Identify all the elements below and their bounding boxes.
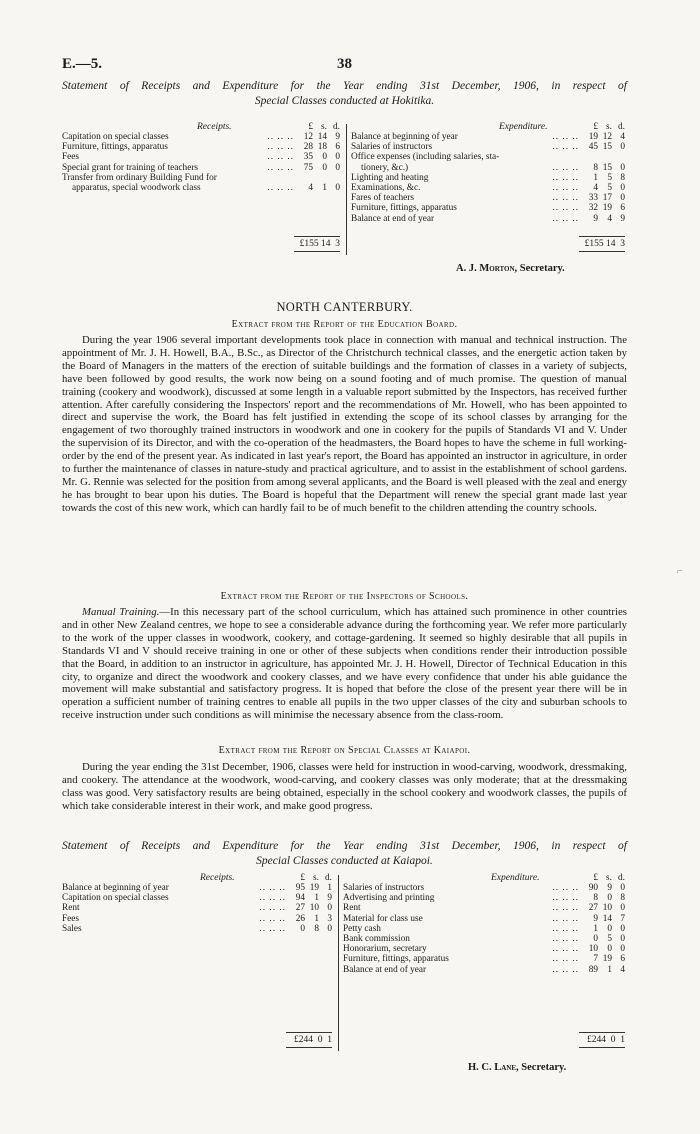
currency-unit-shillings: s. bbox=[606, 122, 612, 132]
amount-pounds: 9 bbox=[593, 213, 598, 224]
leader-dots: .. .. .. bbox=[267, 132, 294, 142]
amount-pence: 0 bbox=[620, 162, 625, 173]
amount-pounds: 35 bbox=[303, 152, 313, 163]
ledger-row-label: Capitation on special classes bbox=[62, 893, 169, 904]
ledger-row-label: Rent bbox=[343, 903, 361, 914]
amount-pence: 6 bbox=[335, 142, 340, 153]
currency-unit-shillings: s. bbox=[606, 873, 612, 883]
kaiapoi-secretary-signature bbox=[468, 1062, 566, 1073]
amount-pounds: 4 bbox=[593, 182, 598, 193]
kaiapoi-column-divider bbox=[338, 875, 339, 1051]
education-board-extract-heading: Extract from the Report of the Education Board. bbox=[231, 319, 458, 330]
amount-pounds: 12 bbox=[303, 132, 313, 142]
ledger-row bbox=[343, 965, 627, 975]
kaiapoi-receipts-total-rule-top bbox=[286, 1032, 332, 1033]
currency-unit-pence: d. bbox=[618, 122, 625, 132]
ledger-row-label: Capitation on special classes bbox=[62, 132, 169, 142]
ledger-row-label: Fees bbox=[62, 913, 80, 924]
amount-pence: 0 bbox=[335, 182, 340, 193]
kaiapoi-receipts-column bbox=[62, 873, 334, 1053]
amount-pounds: 33 bbox=[588, 193, 598, 204]
ledger-row-label: Petty cash bbox=[343, 923, 381, 934]
ledger-row bbox=[351, 183, 627, 193]
ledger-row bbox=[62, 183, 342, 193]
amount-pounds: 26 bbox=[295, 913, 305, 924]
ledger-row bbox=[62, 152, 342, 162]
ledger-row-label: Balance at beginning of year bbox=[62, 883, 169, 893]
ledger-row bbox=[343, 883, 627, 893]
currency-unit-pounds: £ bbox=[593, 873, 598, 883]
amount-shillings: 19 bbox=[309, 883, 319, 893]
leader-dots: .. .. .. bbox=[552, 162, 579, 173]
kaiapoi-expenditure-heading: Expenditure. bbox=[491, 873, 540, 883]
ledger-row bbox=[343, 903, 627, 913]
amount-pence: 9 bbox=[327, 893, 332, 904]
amount-shillings: 8 bbox=[314, 923, 319, 934]
hokitika-secretary-title: , Secretary. bbox=[514, 263, 565, 274]
amount-shillings: 14 bbox=[602, 913, 612, 924]
amount-shillings: 1 bbox=[607, 964, 612, 975]
ledger-row-label: Transfer from ordinary Building Fund for bbox=[62, 172, 217, 183]
ledger-row bbox=[351, 173, 627, 183]
amount-shillings: 0 bbox=[607, 923, 612, 934]
amount-shillings: 19 bbox=[602, 954, 612, 965]
hokitika-secretary-name: A. J. Morton bbox=[456, 263, 515, 274]
hokitika-receipts-total-rule-bottom bbox=[294, 251, 340, 252]
hokitika-receipts-total: £155 14 3 bbox=[299, 239, 340, 249]
kaiapoi-account-table bbox=[62, 873, 627, 1053]
amount-shillings: 0 bbox=[607, 944, 612, 955]
hokitika-receipts-total-rule-top bbox=[294, 236, 340, 237]
amount-shillings: 10 bbox=[309, 903, 319, 914]
hokitika-receipts-rows bbox=[62, 132, 342, 193]
amount-pounds: 1 bbox=[593, 172, 598, 183]
ledger-row bbox=[351, 203, 627, 213]
ledger-row bbox=[62, 132, 342, 142]
leader-dots: .. .. .. bbox=[259, 883, 286, 893]
leader-dots: .. .. .. bbox=[267, 162, 294, 173]
hokitika-expenditure-rows bbox=[351, 132, 627, 224]
inspectors-extract-heading: Extract from the Report of the Inspectors of Schools. bbox=[220, 591, 469, 602]
ledger-row-label: apparatus, special woodwork class bbox=[72, 182, 201, 193]
ledger-row bbox=[62, 163, 342, 173]
hokitika-expenditure-column bbox=[351, 122, 627, 272]
inspectors-extract-text: —In this necessary part of the school curriculum, which has attained such prominence in other countries and in other New Zealand centres, we hope to see a considerable advance during the forthcoming year. We refer more particularly to the work of the upper classes in woodwork, cookery, and cottage-gardening. It seemed so highly desirable that all pupils in Standards VI and V should receive training in one or other of these subjects when conditions render their introduction possible that the Board, in addition to an instructor in agriculture, has appointed Mr. J. H. Howell, Director of Technical Education in this city, to organize and direct the woodwork and cookery classes, and we have every confidence that under his able guidance the movement will make substantial and satisfactory progress. It is hoped that before the close of the present year there will be in operation a sufficient number of training centres to enable all pupils in the two upper classes of the city and suburban schools to receive instruction under such conditions as will minimise the necessary absence from the class-room. bbox=[62, 606, 627, 722]
kaiapoi-title-line2: Special Classes conducted at Kaiapoi. bbox=[256, 855, 433, 867]
page-number: 38 bbox=[337, 56, 352, 72]
kaiapoi-statement-title bbox=[62, 839, 627, 869]
amount-shillings: 10 bbox=[602, 903, 612, 914]
leader-dots: .. .. .. bbox=[552, 933, 579, 944]
amount-pence: 4 bbox=[620, 132, 625, 142]
leader-dots: .. .. .. bbox=[552, 903, 579, 914]
leader-dots: .. .. .. bbox=[259, 923, 286, 934]
amount-pounds: 28 bbox=[303, 142, 313, 153]
ledger-row bbox=[351, 152, 627, 162]
hokitika-secretary-signature bbox=[456, 263, 565, 274]
ledger-row-label: Bank commission bbox=[343, 933, 410, 944]
leader-dots: .. .. .. bbox=[552, 213, 579, 224]
ledger-row-label: Advertising and printing bbox=[343, 893, 435, 904]
leader-dots: .. .. .. bbox=[552, 193, 579, 204]
ledger-row-label: Fees bbox=[62, 152, 80, 163]
leader-dots: .. .. .. bbox=[552, 203, 579, 214]
amount-shillings: 1 bbox=[314, 913, 319, 924]
amount-pence: 9 bbox=[620, 213, 625, 224]
amount-pence: 0 bbox=[335, 162, 340, 173]
amount-shillings: 5 bbox=[607, 172, 612, 183]
ledger-row-label: Balance at end of year bbox=[343, 964, 427, 975]
amount-pounds: 94 bbox=[295, 893, 305, 904]
kaiapoi-receipts-heading: Receipts. bbox=[200, 873, 235, 883]
amount-shillings: 18 bbox=[317, 142, 327, 153]
amount-pounds: 32 bbox=[588, 203, 598, 214]
ledger-row bbox=[351, 142, 627, 152]
amount-pounds: 95 bbox=[295, 883, 305, 893]
currency-unit-pounds: £ bbox=[308, 122, 313, 132]
leader-dots: .. .. .. bbox=[552, 132, 579, 142]
amount-shillings: 14 bbox=[317, 132, 327, 142]
amount-shillings: 0 bbox=[322, 162, 327, 173]
amount-pence: 7 bbox=[620, 913, 625, 924]
ledger-row-label: Fares of teachers bbox=[351, 193, 414, 204]
hokitika-statement-title bbox=[62, 79, 627, 109]
hokitika-column-divider bbox=[346, 124, 347, 255]
hokitika-receipts-heading: Receipts. bbox=[197, 122, 232, 132]
leader-dots: .. .. .. bbox=[552, 182, 579, 193]
ledger-row-label: Balance at end of year bbox=[351, 213, 435, 224]
leader-dots: .. .. .. bbox=[552, 923, 579, 934]
leader-dots: .. .. .. bbox=[259, 893, 286, 904]
leader-dots: .. .. .. bbox=[267, 182, 294, 193]
amount-pence: 0 bbox=[620, 182, 625, 193]
currency-unit-shillings: s. bbox=[321, 122, 327, 132]
amount-shillings: 5 bbox=[607, 182, 612, 193]
leader-dots: .. .. .. bbox=[552, 913, 579, 924]
north-canterbury-heading: NORTH CANTERBURY. bbox=[276, 300, 413, 314]
ledger-row bbox=[343, 914, 627, 924]
education-board-extract-text: During the year 1906 several important developments took place in connection with manual and technical instruction. The appointment of Mr. J. H. Howell, B.A., B.Sc., as Director of the Christchurch technical classes, and the energetic action taken by the Board of Managers in the matters of the erection of suitable buildings and the formation of classes in a variety of subjects, have been followed by good results, the work now being on a sound footing and of much promise. The question of manual training (cookery and woodwork), discussed at some length in a valuable report submitted by the Inspectors, has received further attention. After carefully considering the Inspectors' report and the recommendations of Mr. Howell, who has been appointed to direct and supervise the work, the Board has felt justified in extending the scope of its school classes by arranging for the engagement of two thoroughly trained instructors in woodwork and one in cookery for the pupils of Standards VI and V. Under the supervision of its Director, and with the co-operation of the headmasters, the Board hopes to have the scheme in full working-order by the end of the present year. As indicated in last year's report, the Board has appointed an instructor in agriculture, in order to further the maintenance of classes in nature-study and practical agriculture, and to assist in the establishment of school gardens. Mr. G. Rennie was selected for the position from among several applicants, and the Board is well pleased with the zeal and energy he has brought to bear upon his duties. The Board is hopeful that the Department will renew the special grant made last year towards the cost of this new work, which can hardly fail to be of much benefit to the children attending the country schools. bbox=[62, 334, 627, 514]
manual-training-lead: Manual Training. bbox=[82, 606, 160, 618]
amount-pounds: 1 bbox=[593, 923, 598, 934]
leader-dots: .. .. .. bbox=[552, 944, 579, 955]
kaiapoi-extract-text: During the year ending the 31st December, 1906, classes were held for instruction in wood-carving, woodwork, dressmaking, and cookery. The attendance at the woodwork, wood-carving, and cookery classes was only moderate; that at the dressmaking class was good. Very satisfactory results are being obtained, especially in the school cookery and woodwork classes, the pupils of which take considerable interest in their work, and make good progress. bbox=[62, 761, 627, 812]
kaiapoi-expenditure-column bbox=[343, 873, 627, 1053]
leader-dots: .. .. .. bbox=[552, 172, 579, 183]
ledger-row-label: Balance at beginning of year bbox=[351, 132, 458, 142]
amount-shillings: 0 bbox=[322, 152, 327, 163]
ledger-row-label: Furniture, fittings, apparatus bbox=[351, 203, 457, 214]
amount-pence: 0 bbox=[620, 903, 625, 914]
kaiapoi-expenditure-rows bbox=[343, 883, 627, 975]
kaiapoi-expenditure-total-rule-bottom bbox=[579, 1047, 625, 1048]
leader-dots: .. .. .. bbox=[259, 903, 286, 914]
currency-unit-shillings: s. bbox=[313, 873, 319, 883]
margin-mark: ⌐ bbox=[677, 566, 683, 577]
amount-pence: 0 bbox=[327, 923, 332, 934]
ledger-row-label: Furniture, fittings, apparatus bbox=[343, 954, 449, 965]
currency-unit-pence: d. bbox=[325, 873, 332, 883]
ledger-row bbox=[351, 193, 627, 203]
currency-unit-pounds: £ bbox=[300, 873, 305, 883]
hokitika-expenditure-heading: Expenditure. bbox=[499, 122, 548, 132]
amount-pounds: 10 bbox=[588, 944, 598, 955]
amount-pounds: 9 bbox=[593, 913, 598, 924]
ledger-row bbox=[343, 924, 627, 934]
ledger-row bbox=[62, 914, 334, 924]
ledger-row-label: Salaries of instructors bbox=[343, 883, 425, 893]
kaiapoi-expenditure-total: £244 0 1 bbox=[587, 1035, 625, 1045]
amount-pounds: 45 bbox=[588, 142, 598, 153]
hokitika-account-table bbox=[62, 122, 627, 272]
leader-dots: .. .. .. bbox=[552, 964, 579, 975]
currency-unit-pence: d. bbox=[333, 122, 340, 132]
amount-pounds: 0 bbox=[593, 933, 598, 944]
hokitika-expenditure-total: £155 14 3 bbox=[584, 239, 625, 249]
amount-pence: 0 bbox=[620, 193, 625, 204]
leader-dots: .. .. .. bbox=[552, 893, 579, 904]
kaiapoi-expenditure-total-rule-top bbox=[579, 1032, 625, 1033]
currency-unit-pounds: £ bbox=[593, 122, 598, 132]
amount-shillings: 5 bbox=[607, 933, 612, 944]
leader-dots: .. .. .. bbox=[267, 142, 294, 153]
amount-pounds: 0 bbox=[300, 923, 305, 934]
ledger-row-label: Furniture, fittings, apparatus bbox=[62, 142, 168, 153]
inspectors-extract-paragraph bbox=[62, 606, 627, 722]
ledger-row bbox=[62, 883, 334, 893]
currency-unit-pence: d. bbox=[618, 873, 625, 883]
hokitika-title-line2: Special Classes conducted at Hokitika. bbox=[254, 95, 435, 107]
amount-pounds: 8 bbox=[593, 893, 598, 904]
amount-pence: 9 bbox=[335, 132, 340, 142]
amount-shillings: 9 bbox=[607, 883, 612, 893]
amount-pence: 6 bbox=[620, 203, 625, 214]
amount-shillings: 15 bbox=[602, 162, 612, 173]
amount-pounds: 89 bbox=[588, 964, 598, 975]
ledger-row bbox=[62, 924, 334, 934]
amount-pence: 4 bbox=[620, 964, 625, 975]
hokitika-receipts-column bbox=[62, 122, 342, 272]
amount-pence: 0 bbox=[620, 923, 625, 934]
kaiapoi-receipts-rows bbox=[62, 883, 334, 934]
amount-pounds: 75 bbox=[303, 162, 313, 173]
ledger-row bbox=[351, 214, 627, 224]
amount-shillings: 15 bbox=[602, 142, 612, 153]
ledger-row bbox=[343, 934, 627, 944]
ledger-row bbox=[343, 954, 627, 964]
ledger-row-label: Salaries of instructors bbox=[351, 142, 433, 153]
kaiapoi-secretary-name: H. C. Lane bbox=[468, 1062, 517, 1073]
page-reference: E.—5. bbox=[62, 56, 103, 72]
leader-dots: .. .. .. bbox=[267, 152, 294, 163]
amount-pence: 6 bbox=[620, 954, 625, 965]
amount-shillings: 12 bbox=[602, 132, 612, 142]
amount-shillings: 1 bbox=[314, 893, 319, 904]
amount-pence: 8 bbox=[620, 172, 625, 183]
ledger-row bbox=[351, 132, 627, 142]
amount-pounds: 7 bbox=[593, 954, 598, 965]
amount-shillings: 0 bbox=[607, 893, 612, 904]
amount-pence: 1 bbox=[327, 883, 332, 893]
amount-pence: 0 bbox=[620, 883, 625, 893]
amount-pence: 3 bbox=[327, 913, 332, 924]
hokitika-expenditure-total-rule-top bbox=[579, 236, 625, 237]
amount-pounds: 8 bbox=[593, 162, 598, 173]
kaiapoi-secretary-title: , Secretary. bbox=[516, 1062, 567, 1073]
ledger-row-label: Lighting and heating bbox=[351, 172, 429, 183]
ledger-row-label: Honorarium, secretary bbox=[343, 944, 427, 955]
amount-pence: 8 bbox=[620, 893, 625, 904]
amount-shillings: 17 bbox=[602, 193, 612, 204]
ledger-row bbox=[343, 893, 627, 903]
leader-dots: .. .. .. bbox=[552, 142, 579, 153]
ledger-row-label: Material for class use bbox=[343, 913, 423, 924]
kaiapoi-receipts-total-rule-bottom bbox=[286, 1047, 332, 1048]
amount-pounds: 27 bbox=[295, 903, 305, 914]
ledger-row bbox=[62, 903, 334, 913]
hokitika-title-line1: Statement of Receipts and Expenditure for the Year ending 31st December, 1906, in respect of bbox=[62, 80, 627, 92]
leader-dots: .. .. .. bbox=[259, 913, 286, 924]
amount-pounds: 90 bbox=[588, 883, 598, 893]
amount-pence: 0 bbox=[620, 142, 625, 153]
ledger-row bbox=[343, 944, 627, 954]
amount-pence: 0 bbox=[327, 903, 332, 914]
ledger-row-label: tionery, &c.) bbox=[361, 162, 409, 173]
amount-pence: 0 bbox=[620, 933, 625, 944]
ledger-row bbox=[62, 173, 342, 183]
ledger-row-label: Sales bbox=[62, 923, 82, 934]
amount-pounds: 27 bbox=[588, 903, 598, 914]
ledger-row bbox=[62, 893, 334, 903]
amount-pence: 0 bbox=[620, 944, 625, 955]
ledger-row bbox=[351, 163, 627, 173]
ledger-row-label: Rent bbox=[62, 903, 80, 914]
kaiapoi-receipts-total: £244 0 1 bbox=[294, 1035, 332, 1045]
ledger-row-label: Examinations, &c. bbox=[351, 182, 421, 193]
ledger-row bbox=[62, 142, 342, 152]
amount-pence: 0 bbox=[335, 152, 340, 163]
kaiapoi-extract-heading: Extract from the Report on Special Classes at Kaiapoi. bbox=[218, 745, 471, 756]
amount-pounds: 19 bbox=[588, 132, 598, 142]
hokitika-expenditure-total-rule-bottom bbox=[579, 251, 625, 252]
amount-shillings: 4 bbox=[607, 213, 612, 224]
leader-dots: .. .. .. bbox=[552, 883, 579, 893]
amount-shillings: 19 bbox=[602, 203, 612, 214]
kaiapoi-title-line1: Statement of Receipts and Expenditure for the Year ending 31st December, 1906, in respect of bbox=[62, 840, 627, 852]
amount-shillings: 1 bbox=[322, 182, 327, 193]
ledger-row-label: Special grant for training of teachers bbox=[62, 162, 199, 173]
ledger-row-label: Office expenses (including salaries, sta- bbox=[351, 152, 500, 163]
amount-pounds: 4 bbox=[308, 182, 313, 193]
leader-dots: .. .. .. bbox=[552, 954, 579, 965]
